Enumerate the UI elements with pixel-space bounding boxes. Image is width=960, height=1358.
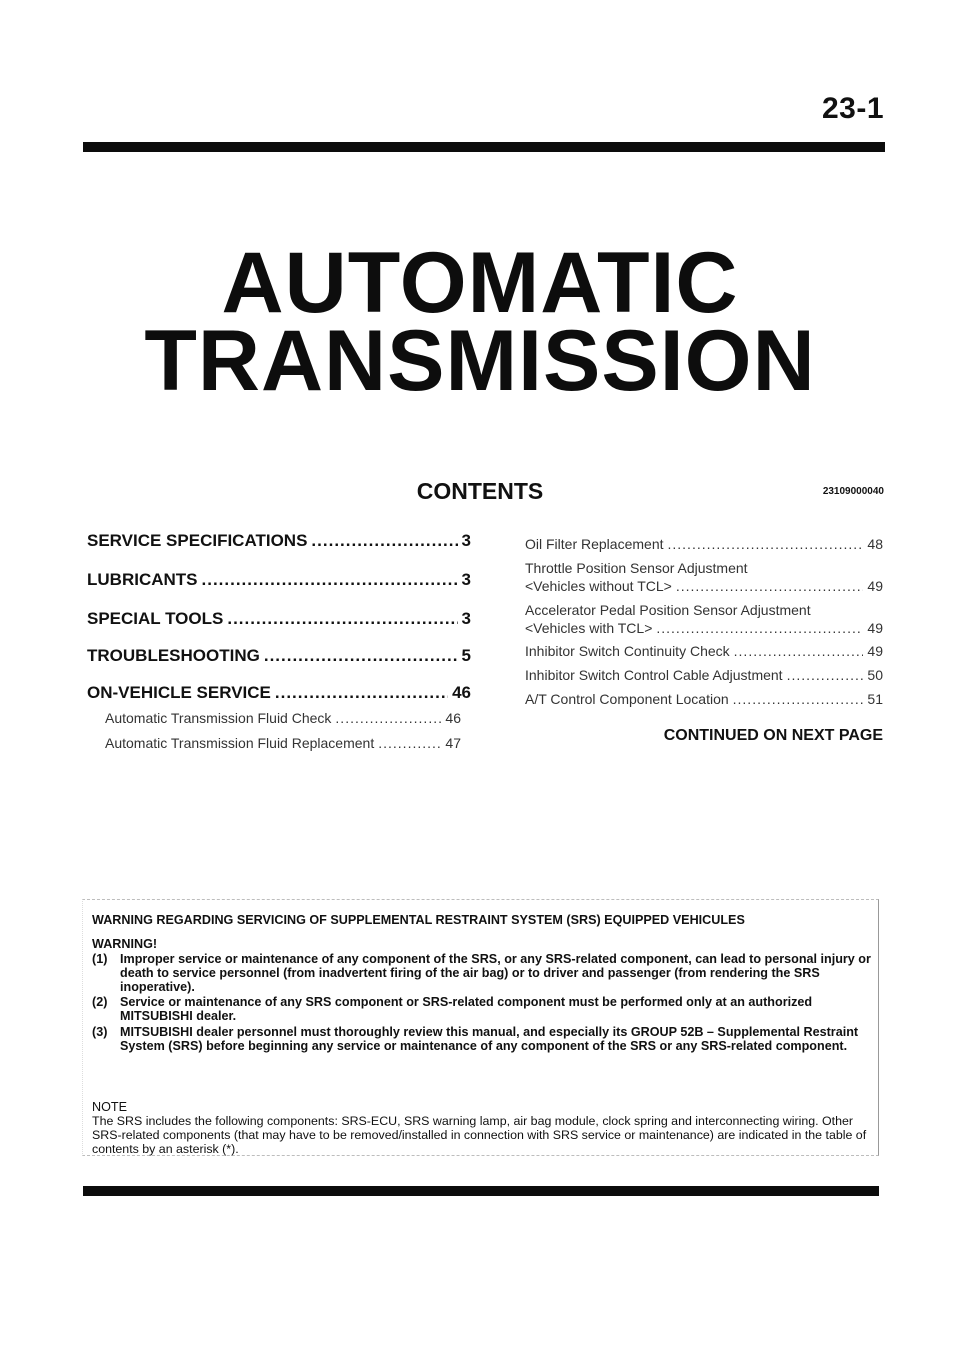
toc-entry-lubricants[interactable] bbox=[87, 570, 471, 590]
toc-leader-dots bbox=[264, 646, 458, 666]
continued-notice: CONTINUED ON NEXT PAGE bbox=[663, 727, 883, 744]
toc-entry-label: SPECIAL TOOLS bbox=[87, 609, 224, 628]
toc-entry-troubleshooting[interactable] bbox=[87, 646, 471, 666]
toc-entry-page: 46 bbox=[452, 683, 471, 702]
toc-leader-dots bbox=[668, 536, 864, 552]
toc-entry-page: 46 bbox=[445, 710, 461, 726]
document-code: 23109000040 bbox=[822, 486, 884, 497]
toc-entry-label: Oil Filter Replacement bbox=[525, 536, 664, 552]
toc-leader-dots bbox=[787, 667, 864, 683]
toc-entry-oil-filter-replacement[interactable] bbox=[525, 536, 883, 552]
toc-leader-dots bbox=[734, 643, 864, 659]
toc-entry-service-specifications[interactable] bbox=[87, 531, 471, 551]
bottom-rule bbox=[83, 1186, 879, 1196]
toc-entry-accelerator-sensor-line1: Accelerator Pedal Position Sensor Adjustment bbox=[525, 602, 811, 618]
toc-entry-label: LUBRICANTS bbox=[87, 570, 198, 589]
toc-entry-inhibitor-cable[interactable] bbox=[525, 667, 883, 683]
toc-entry-page: 47 bbox=[445, 735, 461, 751]
note-label: NOTE bbox=[92, 1100, 127, 1114]
warning-item-text: Improper service or maintenance of any component of the SRS, or any SRS-related component, can lead to personal injury or death to service personnel (from inadvertent firing of the air bag) or to driver and passenger (from rendering the SRS inoperative). bbox=[120, 952, 871, 994]
warning-item-1 bbox=[92, 952, 872, 994]
toc-leader-dots bbox=[227, 609, 457, 629]
toc-entry-page: 49 bbox=[867, 643, 883, 659]
toc-entry-special-tools[interactable] bbox=[87, 609, 471, 629]
warning-label: WARNING! bbox=[92, 937, 158, 951]
warning-item-2 bbox=[92, 995, 872, 1023]
title-line-1: AUTOMATIC bbox=[221, 235, 739, 331]
toc-entry-page: 49 bbox=[867, 578, 883, 594]
toc-entry-page: 5 bbox=[461, 646, 471, 665]
warning-item-number: (3) bbox=[92, 1025, 108, 1039]
toc-entry-accelerator-sensor[interactable] bbox=[525, 620, 883, 636]
toc-entry-throttle-sensor[interactable] bbox=[525, 578, 883, 594]
toc-entry-page: 48 bbox=[867, 536, 883, 552]
toc-entry-page: 3 bbox=[461, 531, 471, 550]
warning-item-number: (2) bbox=[92, 995, 108, 1009]
toc-entry-at-component-location[interactable] bbox=[525, 691, 883, 707]
toc-entry-label: ON-VEHICLE SERVICE bbox=[87, 683, 271, 702]
toc-entry-page: 49 bbox=[867, 620, 883, 636]
page-number: 23-1 bbox=[821, 92, 884, 125]
toc-leader-dots bbox=[311, 531, 457, 551]
toc-entry-page: 51 bbox=[867, 691, 883, 707]
warning-item-3 bbox=[92, 1025, 872, 1053]
warning-heading: WARNING REGARDING SERVICING OF SUPPLEMENTAL RESTRAINT SYSTEM (SRS) EQUIPPED VEHICULES bbox=[92, 913, 745, 927]
toc-entry-label: TROUBLESHOOTING bbox=[87, 646, 260, 665]
toc-entry-throttle-sensor-line1: Throttle Position Sensor Adjustment bbox=[525, 560, 748, 576]
warning-item-number: (1) bbox=[92, 952, 108, 966]
toc-leader-dots bbox=[275, 683, 448, 703]
toc-leader-dots bbox=[335, 710, 441, 726]
top-rule bbox=[83, 142, 885, 152]
toc-leader-dots bbox=[656, 620, 863, 636]
toc-leader-dots bbox=[202, 570, 458, 590]
toc-entry-label: SERVICE SPECIFICATIONS bbox=[87, 531, 308, 550]
toc-entry-inhibitor-continuity[interactable] bbox=[525, 643, 883, 659]
toc-entry-label: Inhibitor Switch Continuity Check bbox=[525, 643, 730, 659]
toc-entry-fluid-check[interactable] bbox=[105, 710, 461, 726]
warning-item-text: MITSUBISHI dealer personnel must thoroughly review this manual, and especially its GROUP 52B – Supplemental Restraint System (SRS) before beginning any service or maintenance of any component of the SRS or any SRS-related component. bbox=[120, 1025, 859, 1053]
note-text: The SRS includes the following components: SRS-ECU, SRS warning lamp, air bag module, clock spring and interconnecting wiring. Other SRS-related components (that may have to be removed/installed in connection with SRS service or maintenance) are indicated in the table of contents by an asterisk (*). bbox=[92, 1114, 867, 1156]
toc-leader-dots bbox=[733, 691, 864, 707]
toc-entry-label: Automatic Transmission Fluid Replacement bbox=[105, 735, 375, 751]
contents-heading: CONTENTS bbox=[416, 478, 544, 504]
toc-entry-fluid-replacement[interactable] bbox=[105, 735, 461, 751]
toc-entry-page: 3 bbox=[461, 609, 471, 628]
toc-entry-on-vehicle-service[interactable] bbox=[87, 683, 471, 703]
warning-item-text: Service or maintenance of any SRS component or SRS-related component must be performed only at an authorized MITSUBISHI dealer. bbox=[120, 995, 813, 1023]
toc-entry-label: <Vehicles without TCL> bbox=[525, 578, 672, 594]
toc-leader-dots bbox=[676, 578, 864, 594]
toc-entry-label: Automatic Transmission Fluid Check bbox=[105, 710, 332, 726]
toc-entry-page: 50 bbox=[867, 667, 883, 683]
toc-leader-dots bbox=[378, 735, 441, 751]
toc-entry-label: Inhibitor Switch Control Cable Adjustment bbox=[525, 667, 783, 683]
toc-entry-label: <Vehicles with TCL> bbox=[525, 620, 653, 636]
title-line-2: TRANSMISSION bbox=[144, 313, 816, 409]
toc-entry-page: 3 bbox=[461, 570, 471, 589]
toc-entry-label: A/T Control Component Location bbox=[525, 691, 729, 707]
